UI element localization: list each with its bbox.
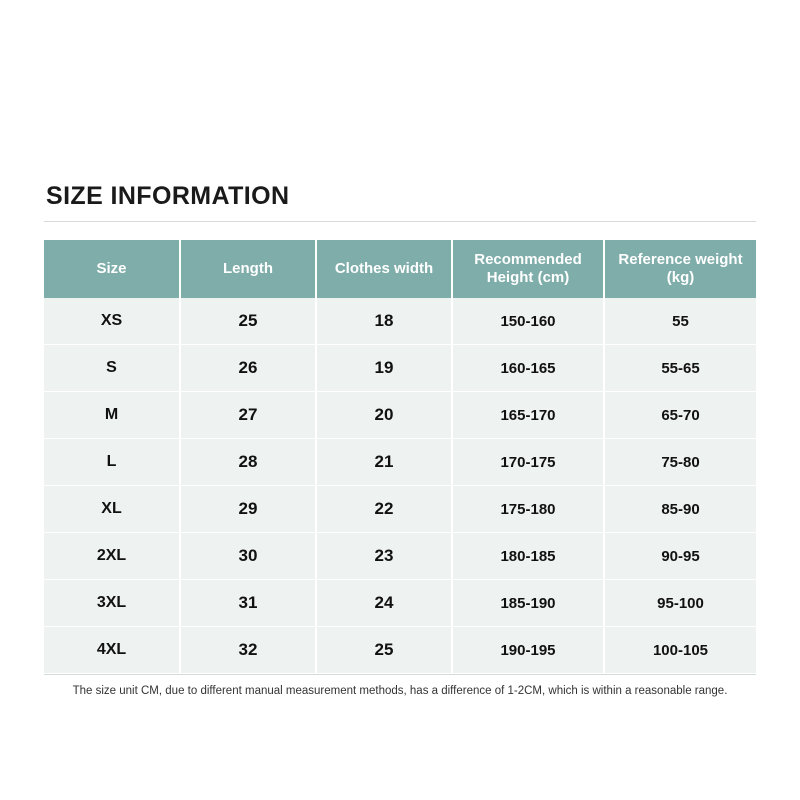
table-row: [44, 439, 756, 486]
cell-reference-weight: 55: [604, 298, 756, 345]
cell-recommended-height: 160-165: [452, 345, 604, 392]
size-chart-table: [44, 240, 756, 674]
table-row: [44, 298, 756, 345]
cell-size: M: [44, 392, 180, 439]
cell-reference-weight: 85-90: [604, 486, 756, 533]
column-header-length: Length: [180, 240, 316, 298]
cell-clothes-width: 20: [316, 392, 452, 439]
column-header-clothes-width: Clothes width: [316, 240, 452, 298]
table-row: [44, 533, 756, 580]
cell-size: XL: [44, 486, 180, 533]
cell-length: 31: [180, 580, 316, 627]
table-row: [44, 392, 756, 439]
cell-length: 27: [180, 392, 316, 439]
cell-reference-weight: 95-100: [604, 580, 756, 627]
cell-clothes-width: 23: [316, 533, 452, 580]
cell-recommended-height: 150-160: [452, 298, 604, 345]
cell-recommended-height: 190-195: [452, 627, 604, 674]
cell-reference-weight: 100-105: [604, 627, 756, 674]
size-information-card: [44, 182, 756, 699]
cell-recommended-height: 180-185: [452, 533, 604, 580]
column-header-size: Size: [44, 240, 180, 298]
cell-clothes-width: 19: [316, 345, 452, 392]
cell-recommended-height: 185-190: [452, 580, 604, 627]
table-row: [44, 486, 756, 533]
cell-length: 30: [180, 533, 316, 580]
cell-size: 3XL: [44, 580, 180, 627]
cell-clothes-width: 25: [316, 627, 452, 674]
cell-size: L: [44, 439, 180, 486]
table-row: [44, 627, 756, 674]
cell-size: 2XL: [44, 533, 180, 580]
cell-clothes-width: 22: [316, 486, 452, 533]
cell-reference-weight: 55-65: [604, 345, 756, 392]
column-header-recommended-height: Recommended Height (cm): [452, 240, 604, 298]
cell-size: S: [44, 345, 180, 392]
cell-size: XS: [44, 298, 180, 345]
cell-length: 26: [180, 345, 316, 392]
cell-length: 29: [180, 486, 316, 533]
table-header: [44, 240, 756, 298]
table-header-row: [44, 240, 756, 298]
table-row: [44, 580, 756, 627]
cell-length: 25: [180, 298, 316, 345]
cell-recommended-height: 170-175: [452, 439, 604, 486]
cell-length: 32: [180, 627, 316, 674]
cell-reference-weight: 75-80: [604, 439, 756, 486]
cell-size: 4XL: [44, 627, 180, 674]
cell-recommended-height: 165-170: [452, 392, 604, 439]
cell-clothes-width: 18: [316, 298, 452, 345]
cell-clothes-width: 21: [316, 439, 452, 486]
measurement-note: The size unit CM, due to different manual measurement methods, has a difference of 1-2CM, which is within a reasonable range.: [72, 685, 728, 697]
cell-clothes-width: 24: [316, 580, 452, 627]
cell-length: 28: [180, 439, 316, 486]
cell-recommended-height: 175-180: [452, 486, 604, 533]
page-title: SIZE INFORMATION: [46, 182, 290, 210]
table-row: [44, 345, 756, 392]
title-divider: [44, 221, 756, 222]
cell-reference-weight: 65-70: [604, 392, 756, 439]
cell-reference-weight: 90-95: [604, 533, 756, 580]
table-body: [44, 298, 756, 674]
column-header-reference-weight: Reference weight (kg): [604, 240, 756, 298]
